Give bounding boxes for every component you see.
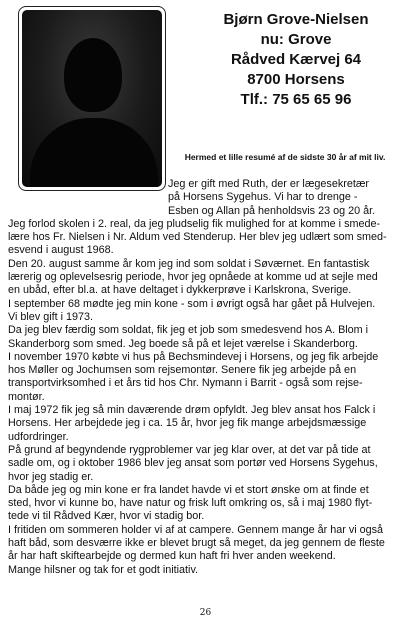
body-line: hos Møller og Jochumsen som rejsemontør. Senere fik jeg arbejde på en bbox=[8, 364, 357, 377]
street-address: Rådved Kærvej 64 bbox=[230, 51, 362, 68]
body-line: I maj 1972 fik jeg så min daværende drøm opfyldt. Jeg blev ansat hos Falck i bbox=[8, 404, 376, 417]
body-line: år har haft skiftearbejde og dermed kun haft fri hver anden weekend. bbox=[8, 550, 336, 563]
body-line: montør. bbox=[8, 390, 45, 403]
current-name: nu: Grove bbox=[260, 31, 332, 48]
body-line: sted, hvor vi kunne bo, have natur og frisk luft omkring os, så i maj 1980 flyt- bbox=[8, 497, 373, 510]
portrait-image bbox=[22, 10, 162, 187]
body-line: På grund af begyndende rygproblemer var jeg klar over, at det var på tide at bbox=[8, 443, 371, 456]
body-line: Vi blev gift i 1973. bbox=[8, 310, 94, 323]
body-line: I november 1970 købte vi hus på Bechsmindevej i Horsens, og jeg fik arbejde bbox=[8, 350, 379, 363]
body-line: Da både jeg og min kone er fra landet havde vi et stort ønske om at finde et bbox=[8, 483, 369, 496]
body-line: haft båd, som desværre ikke er blevet brugt så meget, da jeg gennem de fleste bbox=[8, 537, 385, 550]
body-line: sadle om, og i oktober 1986 blev jeg ansat som portør ved Horsens Sygehus, bbox=[8, 457, 378, 470]
body-line: Jeg forlod skolen i 2. real, da jeg pludselig fik mulighed for at komme i smede- bbox=[8, 217, 381, 230]
body-line: Mange hilsner og tak for et godt initiativ. bbox=[8, 563, 199, 576]
body-line: en ubåd, efter bl.a. at have deltaget i dykkerprøve i Karlskrona, Sverige. bbox=[8, 284, 352, 297]
portrait-photo bbox=[18, 6, 166, 191]
body-line: Esben og Allan på henholdsvis 23 og 20 år. bbox=[168, 204, 376, 217]
author-name: Bjørn Grove-Nielsen bbox=[223, 11, 369, 28]
body-line: Horsens. Her arbejdede jeg i ca. 15 år, hvor jeg fik mange arbejdsmæssige bbox=[8, 417, 367, 430]
body-line: transportvirksomhed i et års tid hos Chr. Nymann i Barrit - også som rejse- bbox=[8, 377, 363, 390]
city-address: 8700 Horsens bbox=[247, 71, 345, 88]
body-line: Jeg er gift med Ruth, der er lægesekretær bbox=[168, 178, 370, 190]
body-text bbox=[8, 178, 404, 577]
intro-text: Hermed et lille resumé af de sidste 30 år af mit liv. bbox=[184, 152, 386, 162]
page-number: 26 bbox=[199, 608, 212, 618]
portrait-shoulders-silhouette bbox=[30, 118, 158, 187]
portrait-head-silhouette bbox=[64, 38, 122, 112]
body-line: hvor jeg stadig er. bbox=[8, 470, 94, 483]
body-line: esvend i august 1968. bbox=[8, 244, 114, 257]
phone-number: Tlf.: 75 65 65 96 bbox=[240, 91, 352, 108]
body-line: tede vi til Rådved Kær, hvor vi stadig bor. bbox=[8, 510, 205, 523]
body-line: Skanderborg som smed. Jeg boede så på et lejet værelse i Skanderborg. bbox=[8, 337, 358, 350]
body-line: Da jeg blev færdig som soldat, fik jeg et job som smedesvend hos A. Blom i bbox=[8, 324, 369, 337]
body-line: på Horsens Sygehus. Vi har to drenge - bbox=[168, 191, 358, 204]
body-line: lærerig og oplevelsesrig periode, hvor jeg opnåede at komme ud at sejle med bbox=[8, 271, 378, 284]
contact-block bbox=[196, 10, 396, 110]
body-line: Den 20. august samme år kom jeg ind som soldat i Søværnet. En fantastisk bbox=[8, 257, 370, 270]
body-line: lære hos Fr. Nielsen i Nr. Aldum ved Stenderup. Her blev jeg udlært som smed- bbox=[8, 231, 387, 244]
body-line: udfordringer. bbox=[8, 430, 69, 443]
body-line: I fritiden om sommeren holder vi af at campere. Gennem mange år har vi også bbox=[8, 523, 384, 536]
body-line: I september 68 mødte jeg min kone - som i øvrigt også har gået på Hulvejen. bbox=[8, 297, 376, 310]
